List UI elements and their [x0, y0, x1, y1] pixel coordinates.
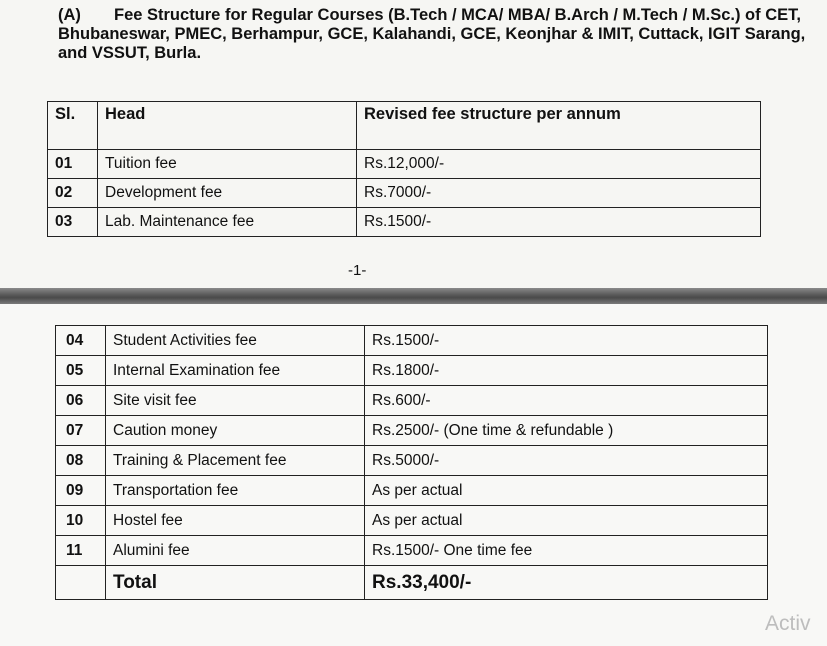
header-fee: Revised fee structure per annum — [357, 102, 761, 150]
fee-table-part-2 — [55, 325, 768, 600]
cell-sl: 10 — [56, 506, 106, 536]
total-row — [56, 566, 768, 600]
cell-sl: 09 — [56, 476, 106, 506]
table-row — [56, 506, 768, 536]
total-label: Total — [106, 566, 365, 600]
cell-head: Hostel fee — [106, 506, 365, 536]
table-row — [56, 386, 768, 416]
cell-fee: Rs.2500/- (One time & refundable ) — [365, 416, 768, 446]
cell-fee: Rs.1800/- — [365, 356, 768, 386]
cell-sl: 04 — [56, 326, 106, 356]
fee-table-part-1 — [47, 101, 761, 237]
section-heading — [58, 6, 818, 63]
cell-head: Development fee — [98, 179, 357, 208]
cell-fee: Rs.7000/- — [357, 179, 761, 208]
cell-head: Training & Placement fee — [106, 446, 365, 476]
page-number: -1- — [348, 262, 367, 279]
cell-sl: 08 — [56, 446, 106, 476]
cell-sl: 02 — [48, 179, 98, 208]
cell-head: Student Activities fee — [106, 326, 365, 356]
table-row — [48, 208, 761, 237]
cell-fee: Rs.1500/- — [365, 326, 768, 356]
table-row — [56, 416, 768, 446]
cell-head: Site visit fee — [106, 386, 365, 416]
section-label: (A) — [58, 6, 81, 24]
cell-sl: 07 — [56, 416, 106, 446]
header-head: Head — [98, 102, 357, 150]
cell-sl-empty — [56, 566, 106, 600]
header-sl: Sl. — [48, 102, 98, 150]
cell-head: Transportation fee — [106, 476, 365, 506]
cell-sl: 06 — [56, 386, 106, 416]
cell-fee: Rs.12,000/- — [357, 150, 761, 179]
cell-fee: Rs.1500/- One time fee — [365, 536, 768, 566]
cell-head: Caution money — [106, 416, 365, 446]
cell-fee: Rs.1500/- — [357, 208, 761, 237]
cell-fee: As per actual — [365, 506, 768, 536]
cell-fee: Rs.5000/- — [365, 446, 768, 476]
cell-sl: 11 — [56, 536, 106, 566]
cell-fee: Rs.600/- — [365, 386, 768, 416]
table-header-row — [48, 102, 761, 150]
document-page-1 — [0, 0, 827, 288]
cell-sl: 03 — [48, 208, 98, 237]
cell-head: Internal Examination fee — [106, 356, 365, 386]
cell-sl: 05 — [56, 356, 106, 386]
cell-fee: As per actual — [365, 476, 768, 506]
table-row — [56, 476, 768, 506]
table-row — [48, 179, 761, 208]
cell-head: Lab. Maintenance fee — [98, 208, 357, 237]
table-row — [48, 150, 761, 179]
cell-head: Tuition fee — [98, 150, 357, 179]
table-row — [56, 326, 768, 356]
activation-watermark: Activ — [765, 612, 811, 635]
table-row — [56, 536, 768, 566]
table-row — [56, 356, 768, 386]
page-divider — [0, 288, 827, 304]
table-row — [56, 446, 768, 476]
cell-head: Alumini fee — [106, 536, 365, 566]
section-title: Fee Structure for Regular Courses (B.Tech / MCA/ MBA/ B.Arch / M.Tech / M.Sc.) of CET, Bhubaneswar, PMEC, Berhampur, GCE, Kalahandi, GCE, Keonjhar & IMIT, Cuttack, IGIT Sarang, and VSSUT, Burla. — [58, 6, 806, 62]
cell-sl: 01 — [48, 150, 98, 179]
total-value: Rs.33,400/- — [365, 566, 768, 600]
